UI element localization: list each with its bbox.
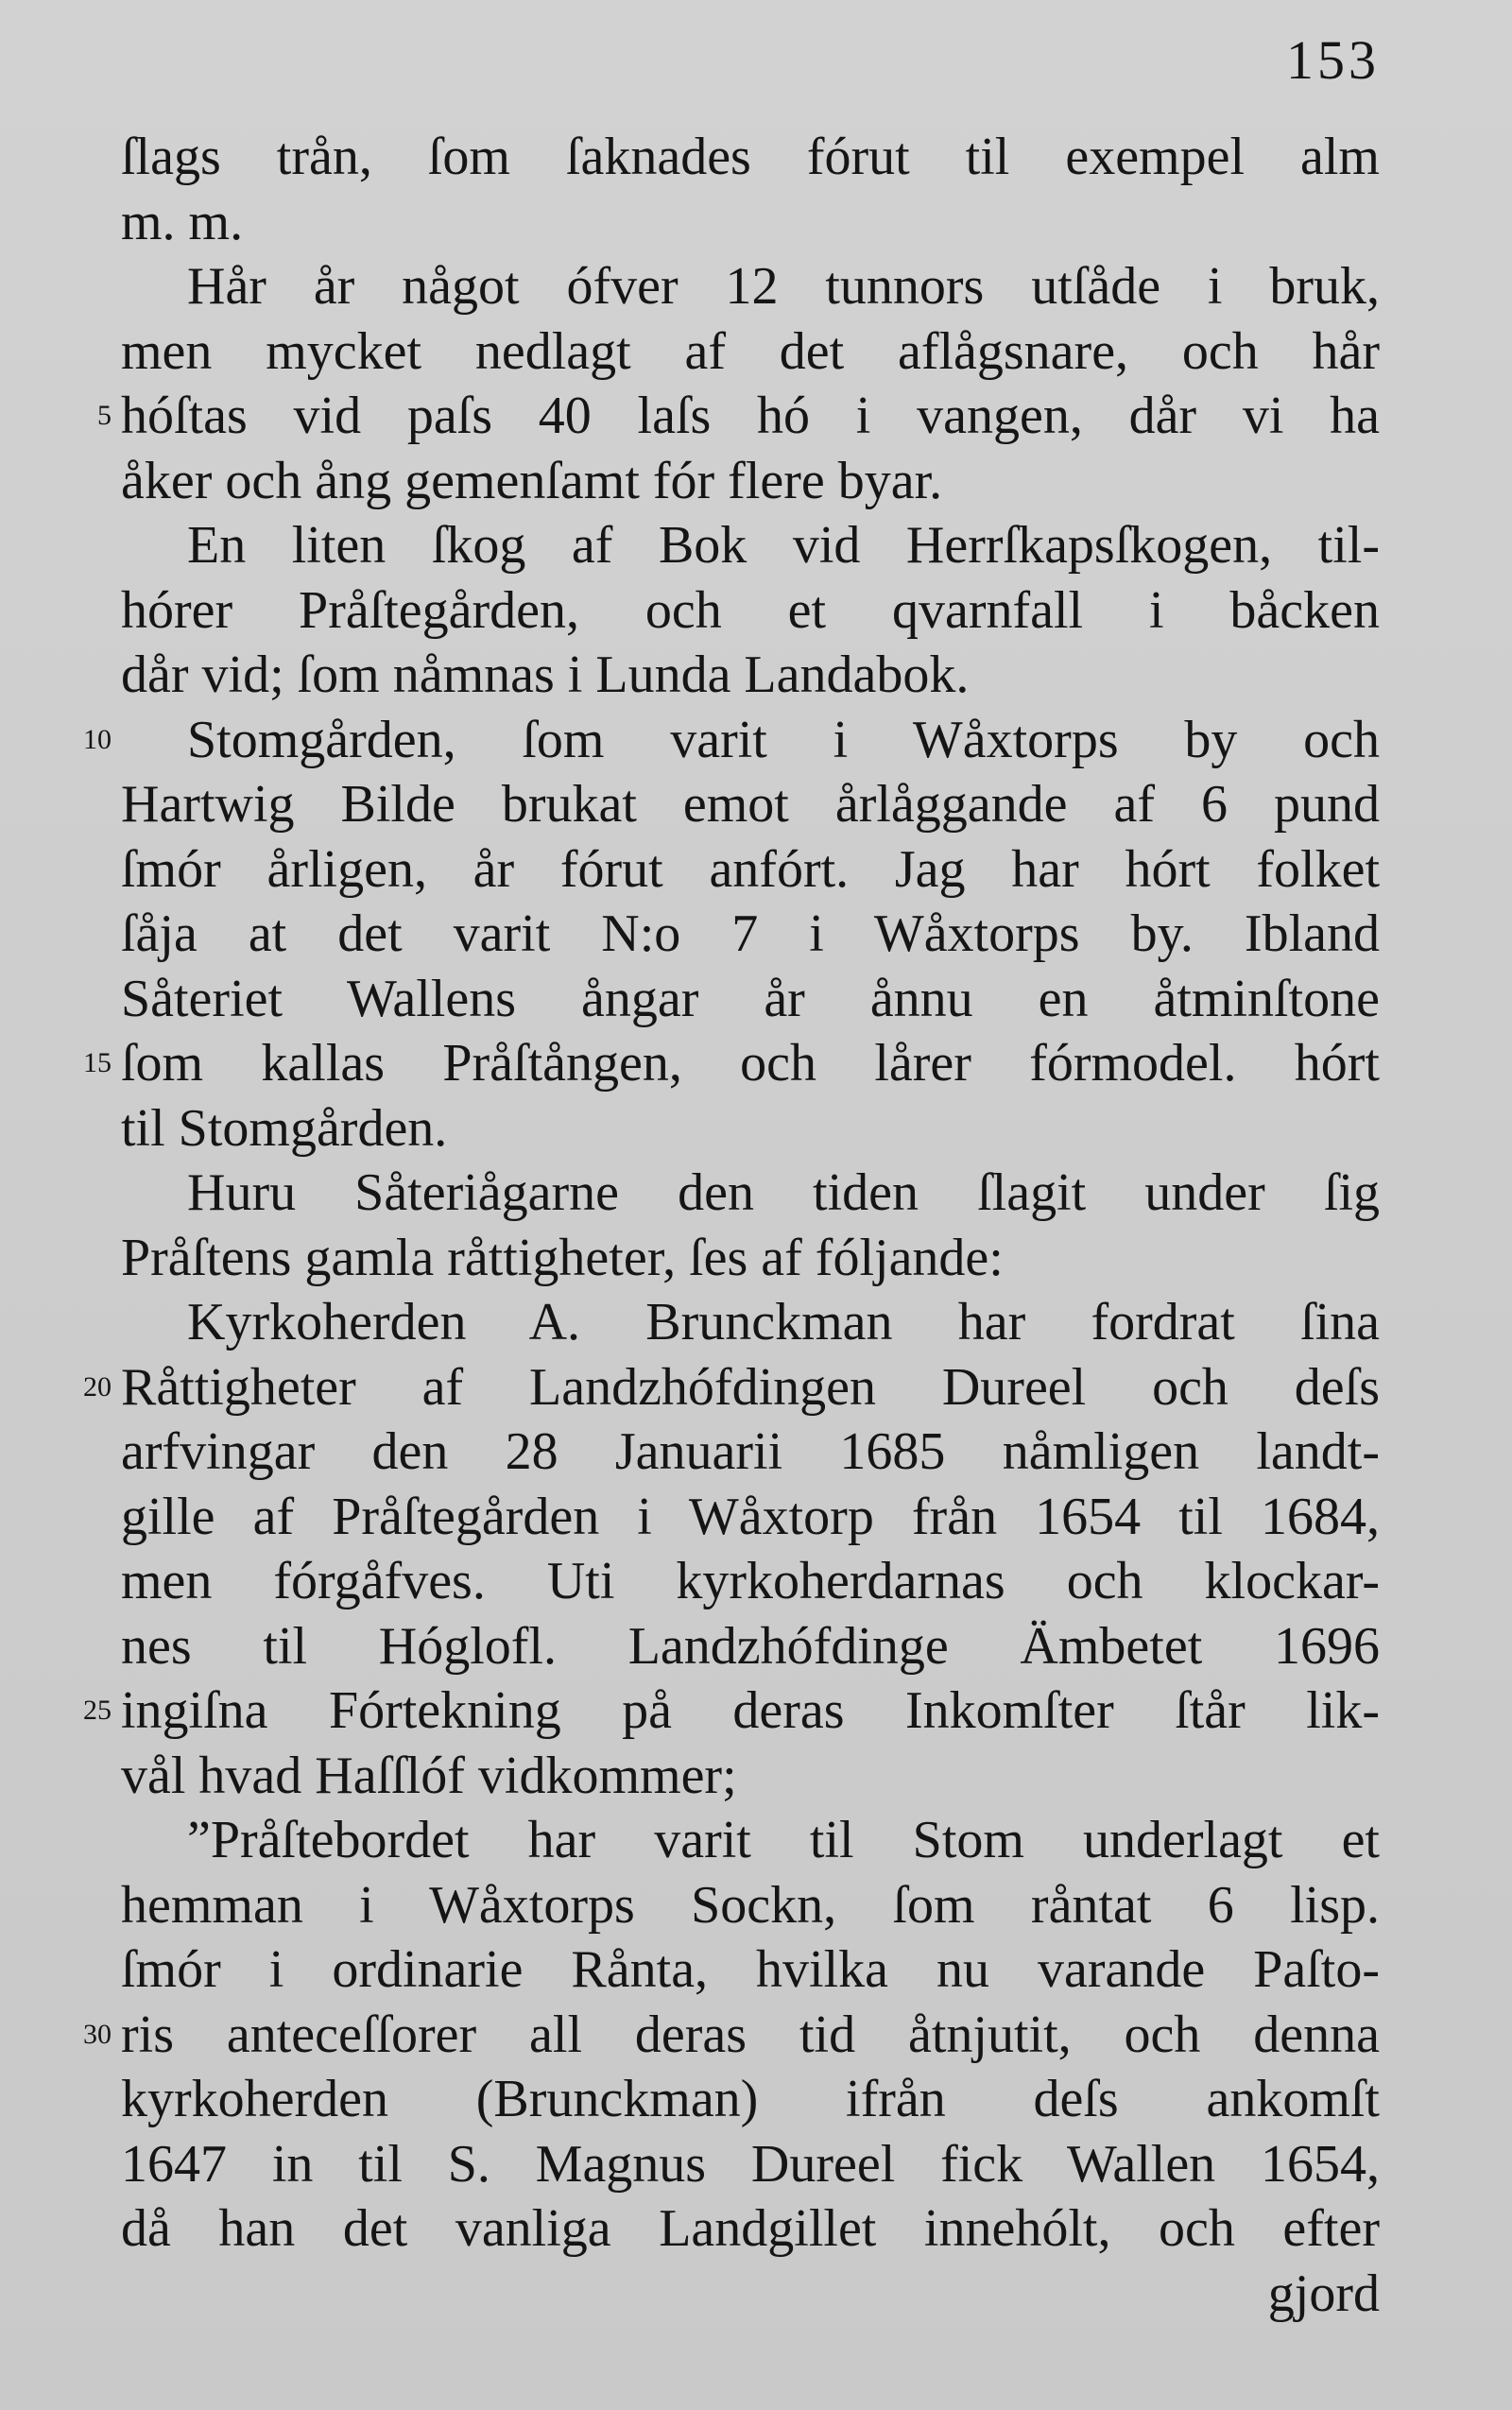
text-line xyxy=(97,384,1380,449)
line-text: gille af Pråſtegården i Wåxtorp från 1654 til 1684, xyxy=(121,1487,1380,1546)
text-line xyxy=(121,254,1380,319)
body-text xyxy=(83,125,1380,2326)
text-line xyxy=(121,1614,1380,1679)
line-text: hórer Pråſtegården, och et qvarnfall i båcken xyxy=(121,580,1380,640)
text-line xyxy=(121,2262,1380,2327)
line-text: ingiſna Fórtekning på deras Inkomſter ſtår lik- xyxy=(121,1681,1380,1740)
line-text: då han det vanliga Landgillet innehólt, och efter xyxy=(121,2199,1380,2258)
line-text: 1647 in til S. Magnus Dureel fick Wallen 1654, xyxy=(121,2134,1380,2194)
text-line xyxy=(121,125,1380,190)
line-text: Såteriet Wallens ångar år ånnu en åtminſtone xyxy=(121,969,1380,1028)
text-line xyxy=(121,319,1380,385)
text-line xyxy=(121,449,1380,514)
line-text: hóſtas vid paſs 40 laſs hó i vangen, dår vi ha xyxy=(121,387,1380,445)
line-text: Pråſtens gamla råttigheter, ſes af fóljande: xyxy=(121,1228,1004,1287)
line-text: arfvingar den 28 Januarii 1685 nåmligen landt- xyxy=(121,1422,1380,1481)
text-line xyxy=(121,513,1380,578)
text-line xyxy=(83,2003,1380,2068)
line-text: Stomgården, ſom varit i Wåxtorps by och xyxy=(187,710,1380,769)
line-text: gjord xyxy=(1267,2264,1380,2323)
line-text: Huru Såteriågarne den tiden ſlagit under ſig xyxy=(187,1163,1380,1222)
line-number: 15 xyxy=(83,1047,112,1078)
text-line xyxy=(121,1744,1380,1809)
line-text: En liten ſkog af Bok vid Herrſkapsſkogen, til- xyxy=(187,516,1380,575)
text-line xyxy=(121,1420,1380,1485)
text-line xyxy=(121,643,1380,708)
line-text: Hartwig Bilde brukat emot årlåggande af 6 pund xyxy=(121,775,1380,834)
line-text: kyrkoherden (Brunckman) ifrån deſs ankomſt xyxy=(121,2070,1380,2128)
line-text: ris anteceſſorer all deras tid åtnjutit, och denna xyxy=(121,2005,1380,2064)
text-line xyxy=(121,1549,1380,1614)
text-line xyxy=(121,2067,1380,2132)
text-line xyxy=(121,1937,1380,2003)
text-line xyxy=(121,2132,1380,2197)
line-text: ſmór i ordinarie Rånta, hvilka nu varande Paſto- xyxy=(121,1940,1380,1999)
line-number: 20 xyxy=(83,1370,112,1403)
line-text: Kyrkoherden A. Brunckman har fordrat ſina xyxy=(187,1293,1380,1351)
line-text: Hår år något ófver 12 tunnors utſåde i bruk, xyxy=(187,257,1380,316)
line-text: men fórgåfves. Uti kyrkoherdarnas och klockar- xyxy=(121,1552,1380,1610)
text-line xyxy=(121,772,1380,837)
text-line xyxy=(121,1096,1380,1162)
text-line xyxy=(121,1290,1380,1355)
line-text: til Stomgården. xyxy=(121,1098,448,1158)
line-text: ſåja at det varit N:o 7 i Wåxtorps by. Ibland xyxy=(121,904,1380,963)
text-line xyxy=(83,1355,1380,1420)
line-text: ”Pråſtebordet har varit til Stom underlagt et xyxy=(187,1811,1380,1869)
text-line xyxy=(121,1808,1380,1873)
line-text: men mycket nedlagt af det aflågsnare, och hår xyxy=(121,321,1380,381)
line-number: 30 xyxy=(83,2018,112,2050)
line-text: m. m. xyxy=(121,192,244,251)
text-line xyxy=(121,837,1380,903)
line-number: 25 xyxy=(83,1695,112,1726)
line-text: hemman i Wåxtorps Sockn, ſom råntat 6 lisp. xyxy=(121,1875,1380,1935)
text-line xyxy=(121,2196,1380,2262)
text-line xyxy=(121,1226,1380,1291)
text-line xyxy=(83,1031,1380,1096)
text-line xyxy=(121,902,1380,967)
text-line xyxy=(121,578,1380,644)
text-line xyxy=(121,1485,1380,1550)
line-text: åker och ång gemenſamt fór flere byar. xyxy=(121,451,943,510)
text-line xyxy=(83,708,1380,773)
line-text: ſlags trån, ſom ſaknades fórut til exempel alm xyxy=(121,128,1380,186)
line-text: nes til Hóglofl. Landzhófdinge Ämbetet 1696 xyxy=(121,1616,1380,1676)
line-number: 5 xyxy=(97,400,112,431)
line-number: 10 xyxy=(83,723,112,755)
text-line xyxy=(121,967,1380,1032)
text-line xyxy=(121,1161,1380,1226)
line-text: Råttigheter af Landzhófdingen Dureel och deſs xyxy=(121,1357,1380,1417)
line-text: vål hvad Haſſlóf vidkommer; xyxy=(121,1746,737,1805)
line-text: dår vid; ſom nåmnas i Lunda Landabok. xyxy=(121,646,970,704)
text-line xyxy=(83,1678,1380,1744)
line-text: ſmór årligen, år fórut anfórt. Jag har hórt folket xyxy=(121,839,1380,899)
page-number: 153 xyxy=(1286,29,1380,91)
text-line xyxy=(121,1873,1380,1938)
text-line xyxy=(121,190,1380,255)
line-text: ſom kallas Pråſtången, och lårer fórmodel. hórt xyxy=(121,1034,1380,1093)
